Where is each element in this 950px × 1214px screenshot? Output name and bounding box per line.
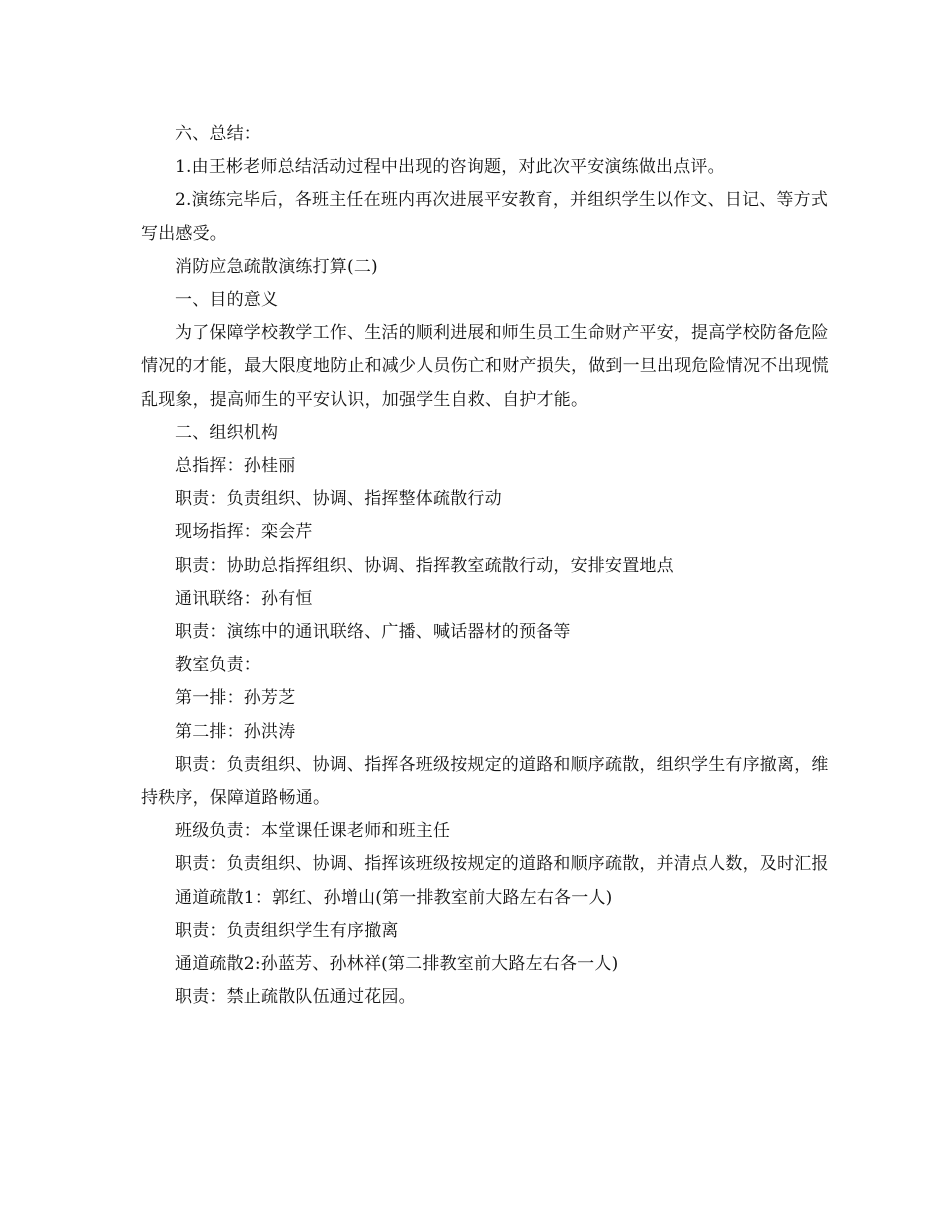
org-site-commander-duty: 职责：协助总指挥组织、协调、指挥教室疏散行动，安排安置地点 <box>175 555 674 576</box>
org-class-duty: 职责：负责组织、协调、指挥该班级按规定的道路和顺序疏散，并清点人数，及时汇报 <box>175 854 829 875</box>
org-classroom-head: 教室负责： <box>175 655 261 676</box>
org-row-two: 第二排：孙洪涛 <box>175 721 296 742</box>
paragraph-purpose: 为了保障学校教学工作、生活的顺利进展和师生员工生命财产平安，提高学校防备危险情况的才能，最大限度地防止和减少人员伤亡和财产损失，做到一旦出现危险情况不出现慌乱现象，提高师生的平安认识，加强学生自救、自护才能。 <box>141 323 829 410</box>
paragraph-summary-1: 1.由王彬老师总结活动过程中出现的咨询题，对此次平安演练做出点评。 <box>175 157 725 178</box>
document-body <box>141 118 831 1014</box>
org-communication-duty: 职责：演练中的通讯联络、广播、喊话器材的预备等 <box>175 622 571 643</box>
section-heading-purpose: 一、目的意义 <box>175 290 279 311</box>
org-commander: 总指挥：孙桂丽 <box>175 456 296 477</box>
org-classroom-duty: 职责：负责组织、协调、指挥各班级按规定的道路和顺序疏散，组织学生有序撤离，维持秩序，保障道路畅通。 <box>141 754 829 809</box>
org-communication: 通讯联络：孙有恒 <box>175 588 313 609</box>
paragraph-summary-2: 2.演练完毕后，各班主任在班内再次进展平安教育，并组织学生以作文、日记、等方式写出感受。 <box>141 190 829 244</box>
org-passage-one: 通道疏散1：郭红、孙增山(第一排教室前大路左右各一人) <box>175 887 613 908</box>
org-site-commander: 现场指挥：栾会芹 <box>175 522 313 543</box>
section-heading-organization: 二、组织机构 <box>175 422 279 443</box>
org-class-head: 班级负责：本堂课任课老师和班主任 <box>175 821 451 842</box>
org-passage-two: 通道疏散2:孙蓝芳、孙林祥(第二排教室前大路左右各一人) <box>175 954 619 975</box>
section-heading-summary: 六、总结： <box>175 124 261 144</box>
org-commander-duty: 职责：负责组织、协调、指挥整体疏散行动 <box>175 489 502 510</box>
org-row-one: 第一排：孙芳芝 <box>175 688 296 709</box>
org-passage-one-duty: 职责：负责组织学生有序撤离 <box>175 920 399 941</box>
org-passage-two-duty: 职责：禁止疏散队伍通过花园。 <box>175 987 416 1008</box>
document-subtitle: 消防应急疏散演练打算(二) <box>175 256 378 277</box>
